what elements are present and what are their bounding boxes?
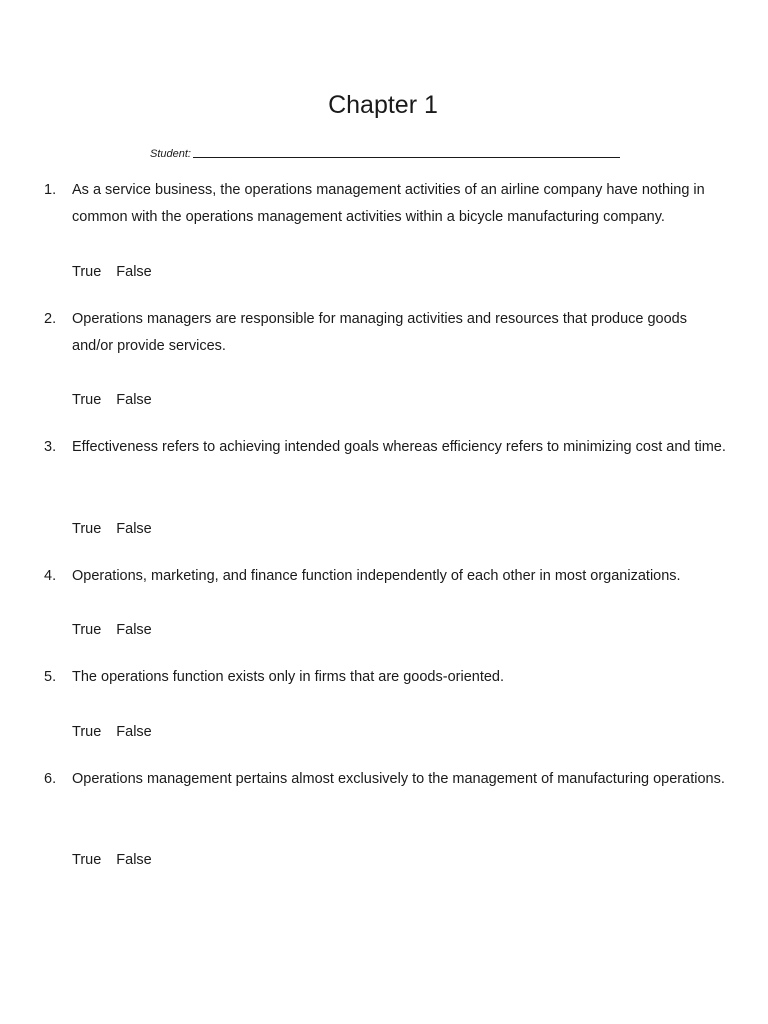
- option-true: True: [72, 392, 102, 408]
- answer-options: [72, 620, 152, 640]
- student-label: Student:: [150, 148, 191, 160]
- answer-options: [72, 262, 152, 282]
- option-true: True: [72, 852, 102, 868]
- question-number: 6.: [44, 771, 57, 787]
- option-false: False: [116, 724, 152, 740]
- answer-options: [72, 390, 152, 410]
- option-true: True: [72, 264, 102, 280]
- question-text: Operations, marketing, and finance function independently of each other in most organizations.: [72, 568, 681, 584]
- student-blank-line: [193, 156, 620, 158]
- option-true: True: [72, 521, 102, 537]
- option-false: False: [116, 622, 152, 638]
- option-true: True: [72, 724, 102, 740]
- question-number: 4.: [44, 568, 57, 584]
- student-name-field: [150, 145, 620, 161]
- option-false: False: [116, 392, 152, 408]
- option-false: False: [116, 264, 152, 280]
- question-number: 3.: [44, 439, 57, 455]
- question-number: 5.: [44, 669, 57, 685]
- answer-options: [72, 722, 152, 742]
- question-number: 2.: [44, 311, 57, 327]
- option-true: True: [72, 622, 102, 638]
- question-text: As a service business, the operations management activities of an airline company have nothing in common with the operations management activities within a bicycle manufacturing company.: [72, 182, 705, 225]
- page-title: Chapter 1: [328, 91, 438, 119]
- question-text: Operations management pertains almost exclusively to the management of manufacturing operations.: [72, 771, 725, 787]
- question-number: 1.: [44, 182, 57, 198]
- question-text: Effectiveness refers to achieving intended goals whereas efficiency refers to minimizing cost and time.: [72, 439, 726, 455]
- option-false: False: [116, 852, 152, 868]
- question-text: The operations function exists only in firms that are goods-oriented.: [72, 669, 505, 685]
- answer-options: [72, 519, 152, 539]
- answer-options: [72, 850, 152, 870]
- question-text: Operations managers are responsible for managing activities and resources that produce goods and/or provide services.: [72, 311, 687, 354]
- option-false: False: [116, 521, 152, 537]
